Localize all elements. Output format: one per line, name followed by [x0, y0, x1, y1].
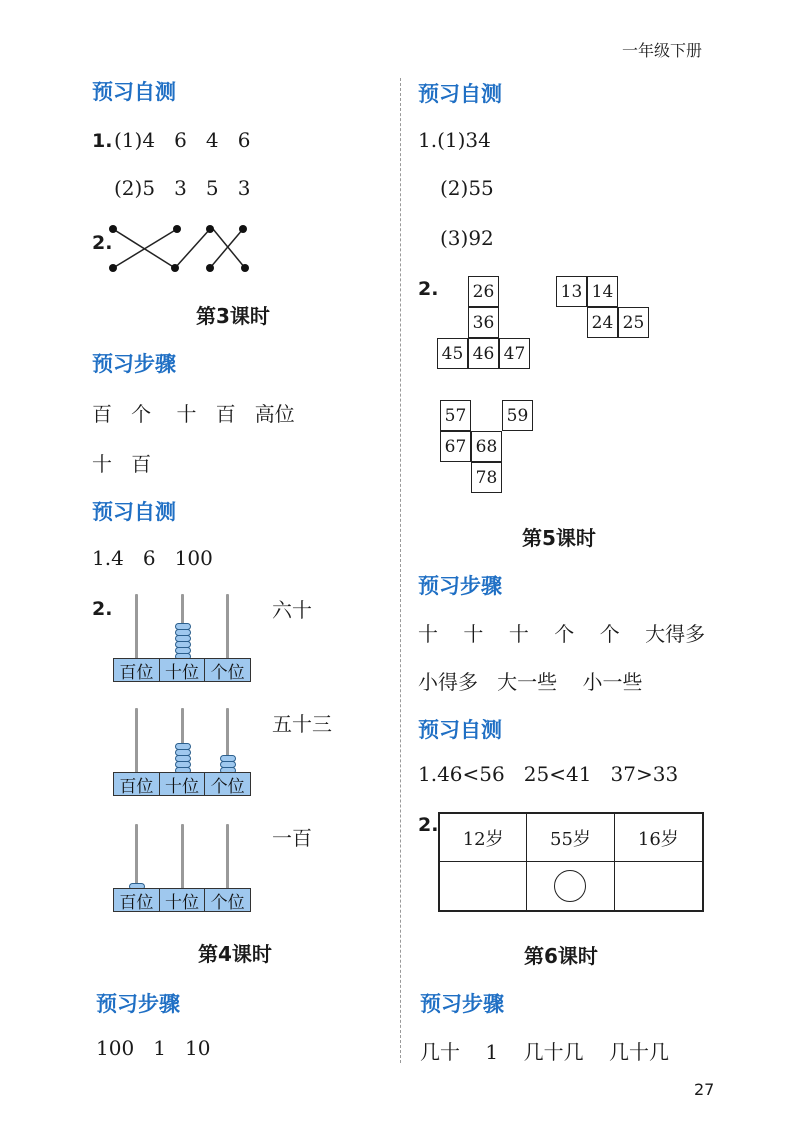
- answer-line: (1)4 6 4 6: [114, 128, 251, 152]
- grid-cell: 68: [471, 431, 502, 462]
- abacus-place-label: 百位: [114, 889, 160, 911]
- lesson-title: 第6课时: [524, 944, 598, 968]
- section-heading: 预习自测: [418, 718, 502, 742]
- grid-cell: 45: [437, 338, 468, 369]
- section-heading: 预习步骤: [418, 574, 502, 598]
- answer-line: 十 百: [92, 452, 152, 476]
- grid-cell: 47: [499, 338, 530, 369]
- column-divider: [400, 78, 401, 1063]
- abacus-place-label: 十位: [160, 659, 206, 681]
- grid-cell: 59: [502, 400, 533, 431]
- answer-line: 十 十 十 个 个 大得多: [418, 622, 706, 646]
- page-number: 27: [694, 1080, 715, 1099]
- table-cell: 12岁: [440, 814, 527, 862]
- answer-line: 几十 1 几十几 几十几: [420, 1040, 670, 1064]
- abacus-place-label: 个位: [205, 889, 250, 911]
- answer-line: (3)92: [440, 226, 494, 250]
- matching-lines-diagram: [105, 220, 255, 278]
- answer-line: (2)5 3 5 3: [114, 176, 251, 200]
- page-header-title: 一年级下册: [622, 41, 703, 60]
- answer-line: 100 1 10: [96, 1036, 211, 1060]
- abacus-sixty: [113, 594, 253, 684]
- abacus-place-label: 十位: [160, 889, 206, 911]
- table-cell: [527, 862, 614, 910]
- abacus-place-label: 百位: [114, 773, 160, 795]
- answer-line: 小得多 大一些 小一些: [418, 670, 643, 694]
- lesson-title: 第5课时: [522, 526, 596, 550]
- table-cell: [615, 862, 702, 910]
- table-cell: 55岁: [527, 814, 614, 862]
- grid-cell: 24: [587, 307, 618, 338]
- abacus-place-label: 个位: [205, 659, 250, 681]
- section-heading: 预习步骤: [420, 992, 504, 1016]
- abacus-fifty-three: [113, 708, 253, 798]
- answer-line: 1.(1)34: [418, 128, 491, 152]
- circle-mark: [554, 870, 586, 902]
- answer-line: 1.4 6 100: [92, 546, 213, 570]
- question-number: 2.: [418, 814, 439, 836]
- section-heading: 预习步骤: [92, 352, 176, 376]
- match-dot: [239, 225, 247, 233]
- grid-cell: 67: [440, 431, 471, 462]
- lesson-title: 第4课时: [198, 942, 272, 966]
- grid-cell: 13: [556, 276, 587, 307]
- section-heading: 预习自测: [92, 80, 176, 104]
- match-dot: [206, 264, 214, 272]
- question-number: 2.: [92, 598, 113, 620]
- question-number: 2.: [92, 232, 113, 254]
- section-heading: 预习自测: [92, 500, 176, 524]
- table-cell: [440, 862, 527, 910]
- abacus-place-label: 百位: [114, 659, 160, 681]
- match-dot: [171, 264, 179, 272]
- grid-cell: 46: [468, 338, 499, 369]
- abacus-answer: 一百: [272, 826, 312, 850]
- grid-cell: 14: [587, 276, 618, 307]
- abacus-answer: 六十: [272, 598, 312, 622]
- question-number: 1.: [92, 130, 113, 152]
- abacus-one-hundred: [113, 824, 253, 914]
- match-dot: [109, 264, 117, 272]
- question-number: 2.: [418, 278, 439, 300]
- match-dot: [206, 225, 214, 233]
- age-table: [438, 812, 704, 912]
- section-heading: 预习步骤: [96, 992, 180, 1016]
- grid-cell: 57: [440, 400, 471, 431]
- match-dot: [241, 264, 249, 272]
- grid-cell: 36: [468, 307, 499, 338]
- answer-line: 百 个 十 百 高位: [92, 402, 295, 426]
- abacus-answer: 五十三: [272, 712, 332, 736]
- match-dot: [109, 225, 117, 233]
- grid-cell: 25: [618, 307, 649, 338]
- answer-line: (2)55: [440, 176, 494, 200]
- table-cell: 16岁: [615, 814, 702, 862]
- abacus-place-label: 十位: [160, 773, 206, 795]
- grid-cell: 26: [468, 276, 499, 307]
- match-dot: [173, 225, 181, 233]
- lesson-title: 第3课时: [196, 304, 270, 328]
- section-heading: 预习自测: [418, 82, 502, 106]
- abacus-place-label: 个位: [205, 773, 250, 795]
- grid-cell: 78: [471, 462, 502, 493]
- answer-line: 1.46<56 25<41 37>33: [418, 762, 679, 786]
